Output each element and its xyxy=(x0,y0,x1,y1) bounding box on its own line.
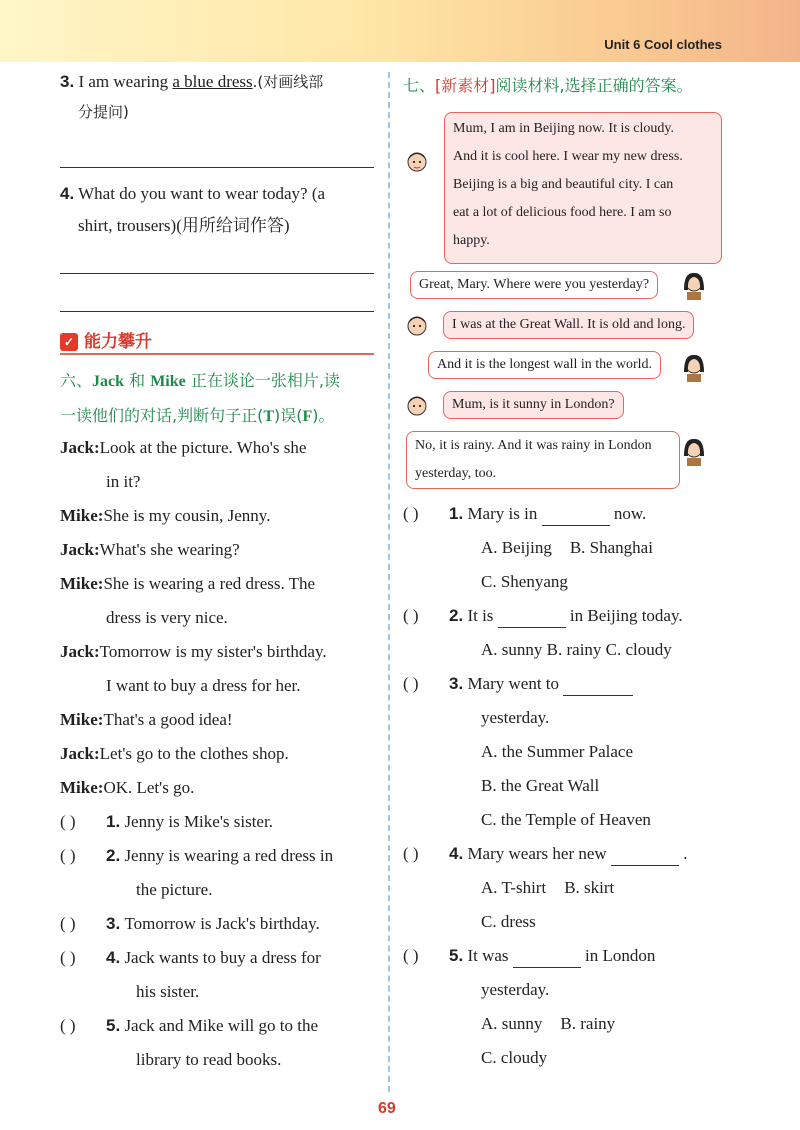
answer-paren[interactable]: ( ) xyxy=(60,846,76,865)
utterance-cont: dress is very nice. xyxy=(106,608,228,627)
question-text: Mary wears her new xyxy=(467,844,607,863)
ability-badge xyxy=(60,330,376,354)
answer-paren[interactable]: ( ) xyxy=(60,812,76,831)
dialogue-line xyxy=(60,742,376,766)
speaker: Jack: xyxy=(60,642,100,661)
question-number: 4. xyxy=(106,948,121,967)
question-number: 2. xyxy=(449,606,464,625)
question-number: 3. xyxy=(449,674,464,693)
question-text-post: . xyxy=(683,844,688,863)
q3-underlined: a blue dress xyxy=(172,72,253,91)
answer-blank[interactable] xyxy=(513,967,581,968)
left-lower xyxy=(60,364,376,1082)
question-text: Jenny is Mike's sister. xyxy=(124,812,273,831)
flag-icon: ✓ xyxy=(60,333,78,351)
woman-avatar-icon xyxy=(681,352,707,382)
page-number: 69 xyxy=(378,1100,396,1117)
woman-avatar-icon xyxy=(681,436,707,466)
utterance-cont: I want to buy a dress for her. xyxy=(106,676,301,695)
question-text: Mary is in xyxy=(467,504,538,523)
dialogue-line xyxy=(60,436,376,494)
header-band xyxy=(0,0,800,62)
girl-avatar-icon xyxy=(404,148,430,178)
question-4 xyxy=(60,182,376,238)
section-6-title: 六、Jack 和 Mike 正在谈论一张相片,读 一读他们的对话,判断句子正(T)误(F)。 xyxy=(60,371,340,425)
question-number: 4. xyxy=(449,844,464,863)
question-text: Jenny is wearing a red dress in xyxy=(124,846,334,865)
tf-question xyxy=(60,1014,376,1072)
dialogue xyxy=(60,436,376,800)
question-text: Jack and Mike will go to the xyxy=(124,1016,319,1035)
q4-text-2: shirt, trousers)(用所给词作答) xyxy=(78,216,290,235)
dialogue-line xyxy=(60,538,376,562)
speaker: Mike: xyxy=(60,778,104,797)
q4-number: 4. xyxy=(60,184,75,203)
utterance: Let's go to the clothes shop. xyxy=(99,744,289,763)
girl-avatar-icon xyxy=(404,392,430,422)
bubble-mum-1: Great, Mary. Where were you yesterday? xyxy=(410,271,658,299)
option[interactable]: A. sunny xyxy=(481,1014,543,1033)
question-text-cont: library to read books. xyxy=(136,1050,282,1069)
column-divider xyxy=(388,72,390,1092)
question-number: 5. xyxy=(106,1016,121,1035)
new-material-tag: [新素材] xyxy=(435,76,496,95)
speaker: Mike: xyxy=(60,710,104,729)
mc-question xyxy=(403,842,723,934)
q3-instruction: .(对画线部 xyxy=(252,73,324,91)
mc-question xyxy=(403,672,723,832)
answer-paren[interactable]: ( ) xyxy=(60,914,76,933)
answer-line[interactable] xyxy=(60,310,374,312)
multiple-choice-questions xyxy=(403,502,723,1080)
mc-question xyxy=(403,604,723,662)
answer-paren[interactable]: ( ) xyxy=(60,948,76,967)
question-text: Mary went to xyxy=(467,674,560,693)
utterance: Look at the picture. Who's she xyxy=(99,438,307,457)
option[interactable]: C. dress xyxy=(481,912,536,931)
option[interactable]: C. Shenyang xyxy=(481,572,568,591)
question-text-post: in London xyxy=(585,946,656,965)
tf-question xyxy=(60,810,376,834)
true-false-questions xyxy=(60,810,376,1072)
dialogue-line xyxy=(60,708,376,732)
option[interactable]: A. T-shirt xyxy=(481,878,547,897)
question-text-post: now. xyxy=(613,504,647,523)
option[interactable]: A. the Summer Palace xyxy=(481,742,634,761)
answer-blank[interactable] xyxy=(563,695,633,696)
question-text-cont: yesterday. xyxy=(481,980,550,999)
speaker: Jack: xyxy=(60,438,100,457)
question-text: It was xyxy=(467,946,509,965)
question-number: 1. xyxy=(106,812,121,831)
question-number: 3. xyxy=(106,914,121,933)
speaker: Mike: xyxy=(60,506,104,525)
speaker: Mike: xyxy=(60,574,104,593)
dialogue-line xyxy=(60,640,376,698)
utterance: She is wearing a red dress. The xyxy=(103,574,316,593)
question-text: Tomorrow is Jack's birthday. xyxy=(124,914,320,933)
mc-question xyxy=(403,502,723,594)
girl-avatar-icon xyxy=(404,312,430,342)
question-text-cont: his sister. xyxy=(136,982,200,1001)
question-text-cont: the picture. xyxy=(136,880,213,899)
speaker: Jack: xyxy=(60,744,100,763)
option[interactable]: C. the Temple of Heaven xyxy=(481,810,651,829)
answer-paren[interactable]: ( ) xyxy=(403,946,419,965)
badge-label: 能力攀升 xyxy=(84,332,152,352)
tf-question xyxy=(60,946,376,1004)
question-3 xyxy=(60,70,376,140)
dialogue-line xyxy=(60,776,376,800)
bubble-mary-2: I was at the Great Wall. It is old and long. xyxy=(443,311,694,339)
dialogue-line xyxy=(60,504,376,528)
tf-question xyxy=(60,844,376,902)
answer-line[interactable] xyxy=(60,272,374,274)
option[interactable]: B. the Great Wall xyxy=(481,776,600,795)
option[interactable]: B. skirt xyxy=(564,878,615,897)
question-number: 5. xyxy=(449,946,464,965)
dialogue-line xyxy=(60,572,376,630)
utterance: OK. Let's go. xyxy=(103,778,195,797)
option[interactable]: A. sunny B. rainy C. cloudy xyxy=(481,640,672,659)
q3-instruction-2: 分提问) xyxy=(78,103,129,121)
utterance: She is my cousin, Jenny. xyxy=(103,506,271,525)
answer-paren[interactable]: ( ) xyxy=(403,844,419,863)
bubble-mary-3: Mum, is it sunny in London? xyxy=(443,391,624,419)
speaker: Jack: xyxy=(60,540,100,559)
q3-text: I am wearing xyxy=(78,72,173,91)
question-text: It is xyxy=(467,606,494,625)
bubble-mum-3: No, it is rainy. And it was rainy in London yesterday, too. xyxy=(406,431,680,489)
q4-text: What do you want to wear today? (a xyxy=(78,184,326,203)
question-text: Jack wants to buy a dress for xyxy=(124,948,321,967)
answer-paren[interactable]: ( ) xyxy=(60,1016,76,1035)
answer-blank[interactable] xyxy=(611,865,679,866)
bubble-mum-2: And it is the longest wall in the world. xyxy=(428,351,661,379)
left-column xyxy=(60,70,376,354)
question-text-post: in Beijing today. xyxy=(569,606,683,625)
utterance: What's she wearing? xyxy=(99,540,240,559)
badge-underline xyxy=(60,353,374,355)
q3-number: 3. xyxy=(60,72,75,91)
option[interactable]: A. Beijing xyxy=(481,538,552,557)
option[interactable]: B. rainy xyxy=(560,1014,616,1033)
answer-blank[interactable] xyxy=(498,627,566,628)
right-column xyxy=(403,70,723,98)
answer-paren[interactable]: ( ) xyxy=(403,606,419,625)
mc-question xyxy=(403,944,723,1070)
question-number: 2. xyxy=(106,846,121,865)
answer-line[interactable] xyxy=(60,166,374,168)
answer-blank[interactable] xyxy=(542,525,610,526)
bubble-mary-1: Mum, I am in Beijing now. It is cloudy. And it is cool here. I wear my new dress. Beijing is a big and beautiful city. I can eat a lot of delicious food here. I am so happy. xyxy=(444,112,722,264)
utterance-cont: in it? xyxy=(106,472,141,491)
section-7-title: 七、[新素材]阅读材料,选择正确的答案。 xyxy=(403,76,693,95)
answer-paren[interactable]: ( ) xyxy=(403,674,419,693)
utterance: Tomorrow is my sister's birthday. xyxy=(99,642,327,661)
tf-question xyxy=(60,912,376,936)
option[interactable]: B. Shanghai xyxy=(569,538,653,557)
utterance: That's a good idea! xyxy=(103,710,233,729)
woman-avatar-icon xyxy=(681,270,707,300)
question-text-cont: yesterday. xyxy=(481,708,550,727)
unit-title: Unit 6 Cool clothes xyxy=(604,37,722,52)
answer-paren[interactable]: ( ) xyxy=(403,504,419,523)
option[interactable]: C. cloudy xyxy=(481,1048,548,1067)
question-number: 1. xyxy=(449,504,464,523)
